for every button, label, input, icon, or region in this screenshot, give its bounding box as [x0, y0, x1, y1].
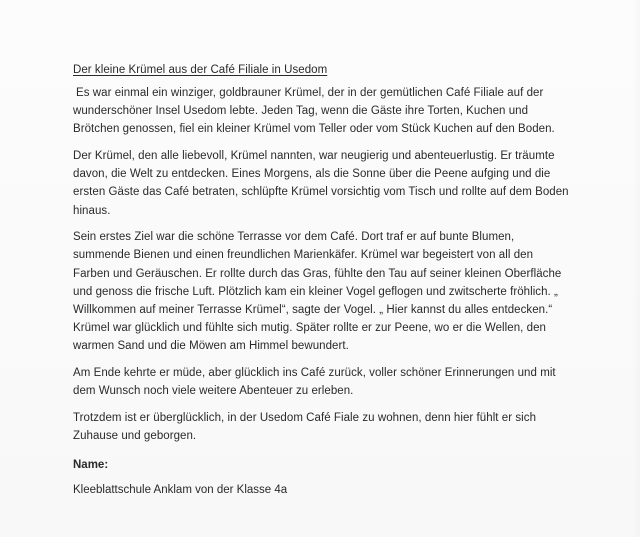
paragraph-terrace: Sein erstes Ziel war die schöne Terrasse vor dem Café. Dort traf er auf bunte Blumen, summende Bienen und einen freundlichen Marienkäfer. Krümel war begeistert von all den Farben und Geräuschen. Er rollte durch das Gras, fühlte den Tau auf seiner kleinen Oberfläche und genoss die frische Luft. Plötzlich kam ein kleiner Vogel geflogen und zwitscherte fröhlich. „ Willkommen auf meiner Terrasse Krümel“, sagte der Vogel. „ Hier kannst du alles entdecken.“ Krümel war glücklich und fühlte sich mutig. Später rollte er zur Peene, wo er die Wellen, den warmen Sand und die Möwen am Himmel bewundert. [73, 231, 562, 353]
paragraph-intro: Es war einmal ein winziger, goldbrauner Krümel, der in der gemütlichen Café Filiale auf der wunderschöner Insel Usedom lebte. Jeden Tag, wenn die Gäste ihre Torten, Kuchen und Brötchen genossen, fiel ein kleiner Krümel vom Teller oder vom Stück Kuchen auf den Boden. [73, 87, 555, 136]
name-label: Name: [73, 459, 109, 471]
document-body [73, 62, 573, 454]
paragraph-conclusion: Trotzdem ist er überglücklich, in der Usedom Café Fiale zu wohnen, denn hier fühlt er sich Zuhause und geborgen. [73, 411, 537, 443]
paragraph-return: Am Ende kehrte er müde, aber glücklich ins Café zurück, voller schöner Erinnerungen und mit dem Wunsch noch viele weitere Abenteuer zu erleben. [73, 367, 556, 398]
scan-edge-shadow [632, 0, 640, 537]
paragraph-dream: Der Krümel, den alle liebevoll, Krümel nannten, war neugierig und abenteuerlustig. Er träumte davon, die Welt zu entdecken. Eines Morgens, als die Sonne über die Peene aufging und die ersten Gäste das Café betraten, schlüpfte Krümel vorsichtig vom Tisch und rollte auf dem Boden hinaus. [73, 150, 569, 217]
story-title: Der kleine Krümel aus der Café Filiale in Usedom [73, 64, 328, 76]
school-line: Kleeblattschule Anklam von der Klasse 4a [73, 484, 288, 496]
